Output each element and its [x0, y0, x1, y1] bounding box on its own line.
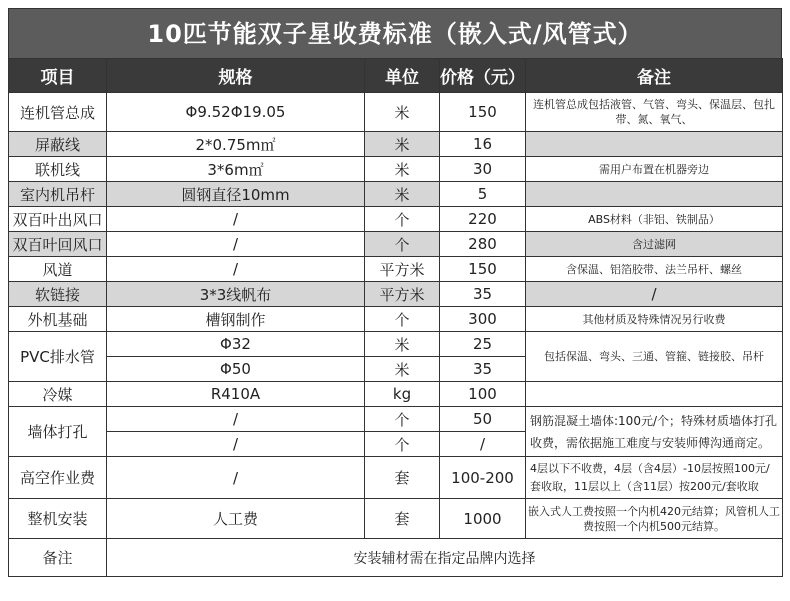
spec-cell: 槽钢制作 [107, 307, 365, 332]
table-row [9, 182, 783, 207]
price-cell: 16 [440, 132, 526, 157]
item-cell: 风道 [9, 257, 107, 282]
price-cell: 50 [440, 407, 526, 432]
table-row [9, 232, 783, 257]
table-row [9, 332, 783, 357]
table-row [9, 499, 783, 539]
header-item: 项目 [9, 59, 107, 93]
spec-cell: 圆钢直径10mm [107, 182, 365, 207]
table-row [9, 93, 783, 132]
table-row [9, 539, 783, 577]
header-price: 价格（元） [440, 59, 526, 93]
table-row [9, 257, 783, 282]
header-spec: 规格 [107, 59, 365, 93]
price-cell: 280 [440, 232, 526, 257]
spec-cell: / [107, 432, 365, 457]
unit-cell: 套 [365, 499, 440, 539]
item-cell: 墙体打孔 [9, 407, 107, 457]
spec-cell: 2*0.75m㎡ [107, 132, 365, 157]
spec-cell: Φ32 [107, 332, 365, 357]
unit-cell: 米 [365, 357, 440, 382]
unit-cell: 个 [365, 407, 440, 432]
note-cell: 4层以下不收费，4层（含4层）-10层按照100元/套收取，11层以上（含11层）按200元/套收取 [526, 457, 783, 499]
unit-cell: 个 [365, 207, 440, 232]
note-cell [526, 132, 783, 157]
unit-cell: 米 [365, 93, 440, 132]
note-cell: 连机管总成包括液管、气管、弯头、保温层、包扎带、氮、氧气、 [526, 93, 783, 132]
unit-cell: 个 [365, 232, 440, 257]
item-cell: 外机基础 [9, 307, 107, 332]
table-row [9, 282, 783, 307]
price-cell: 25 [440, 332, 526, 357]
spec-cell: / [107, 232, 365, 257]
price-cell: 30 [440, 157, 526, 182]
item-cell: 室内机吊杆 [9, 182, 107, 207]
price-cell: 100-200 [440, 457, 526, 499]
spec-cell: Φ9.52Φ19.05 [107, 93, 365, 132]
spec-cell: / [107, 207, 365, 232]
note-cell: 含过滤网 [526, 232, 783, 257]
price-cell: 35 [440, 357, 526, 382]
header-unit: 单位 [365, 59, 440, 93]
table-row [9, 457, 783, 499]
spec-cell: 3*6m㎡ [107, 157, 365, 182]
note-cell: 嵌入式人工费按照一个内机420元结算；风管机人工费按照一个内机500元结算。 [526, 499, 783, 539]
unit-cell: 平方米 [365, 282, 440, 307]
item-cell: 屏蔽线 [9, 132, 107, 157]
table-row [9, 207, 783, 232]
note-cell [526, 182, 783, 207]
table-row [9, 407, 783, 432]
price-table [8, 58, 783, 577]
price-cell: 220 [440, 207, 526, 232]
header-note: 备注 [526, 59, 783, 93]
unit-cell: 米 [365, 132, 440, 157]
table-row [9, 157, 783, 182]
table-header [9, 59, 783, 93]
unit-cell: 平方米 [365, 257, 440, 282]
spec-cell: 3*3线帆布 [107, 282, 365, 307]
item-cell: 双百叶回风口 [9, 232, 107, 257]
price-cell: 150 [440, 257, 526, 282]
note-cell: 其他材质及特殊情况另行收费 [526, 307, 783, 332]
note-cell: 需用户布置在机器旁边 [526, 157, 783, 182]
price-cell: 100 [440, 382, 526, 407]
item-cell: 整机安装 [9, 499, 107, 539]
price-cell: / [440, 432, 526, 457]
unit-cell: 米 [365, 332, 440, 357]
spec-cell: / [107, 257, 365, 282]
item-cell: 连机管总成 [9, 93, 107, 132]
unit-cell: 个 [365, 432, 440, 457]
unit-cell: 个 [365, 307, 440, 332]
spec-cell: R410A [107, 382, 365, 407]
table-row [9, 382, 783, 407]
item-cell: 冷媒 [9, 382, 107, 407]
note-cell: 包括保温、弯头、三通、管箍、链接胶、吊杆 [526, 332, 783, 382]
spec-cell: / [107, 457, 365, 499]
unit-cell: 米 [365, 157, 440, 182]
item-cell: PVC排水管 [9, 332, 107, 382]
remark-cell: 安装辅材需在指定品牌内选择 [107, 539, 783, 577]
price-cell: 300 [440, 307, 526, 332]
note-cell [526, 382, 783, 407]
table-row [9, 307, 783, 332]
table-row [9, 132, 783, 157]
item-cell: 双百叶出风口 [9, 207, 107, 232]
note-cell: / [526, 282, 783, 307]
unit-cell: 米 [365, 182, 440, 207]
price-cell: 150 [440, 93, 526, 132]
note-cell: 含保温、铝箔胶带、法兰吊杆、螺丝 [526, 257, 783, 282]
price-cell: 1000 [440, 499, 526, 539]
page-title: 10匹节能双子星收费标准（嵌入式/风管式） [8, 8, 782, 58]
price-sheet [8, 8, 782, 577]
item-cell: 高空作业费 [9, 457, 107, 499]
note-cell: ABS材料（非铝、铁制品） [526, 207, 783, 232]
item-cell: 备注 [9, 539, 107, 577]
spec-cell: Φ50 [107, 357, 365, 382]
spec-cell: 人工费 [107, 499, 365, 539]
spec-cell: / [107, 407, 365, 432]
unit-cell: 套 [365, 457, 440, 499]
price-cell: 35 [440, 282, 526, 307]
item-cell: 联机线 [9, 157, 107, 182]
item-cell: 软链接 [9, 282, 107, 307]
unit-cell: kg [365, 382, 440, 407]
note-cell: 钢筋混凝土墙体:100元/个；特殊材质墙体打孔收费，需依据施工难度与安装师傅沟通商定。 [526, 407, 783, 457]
price-cell: 5 [440, 182, 526, 207]
